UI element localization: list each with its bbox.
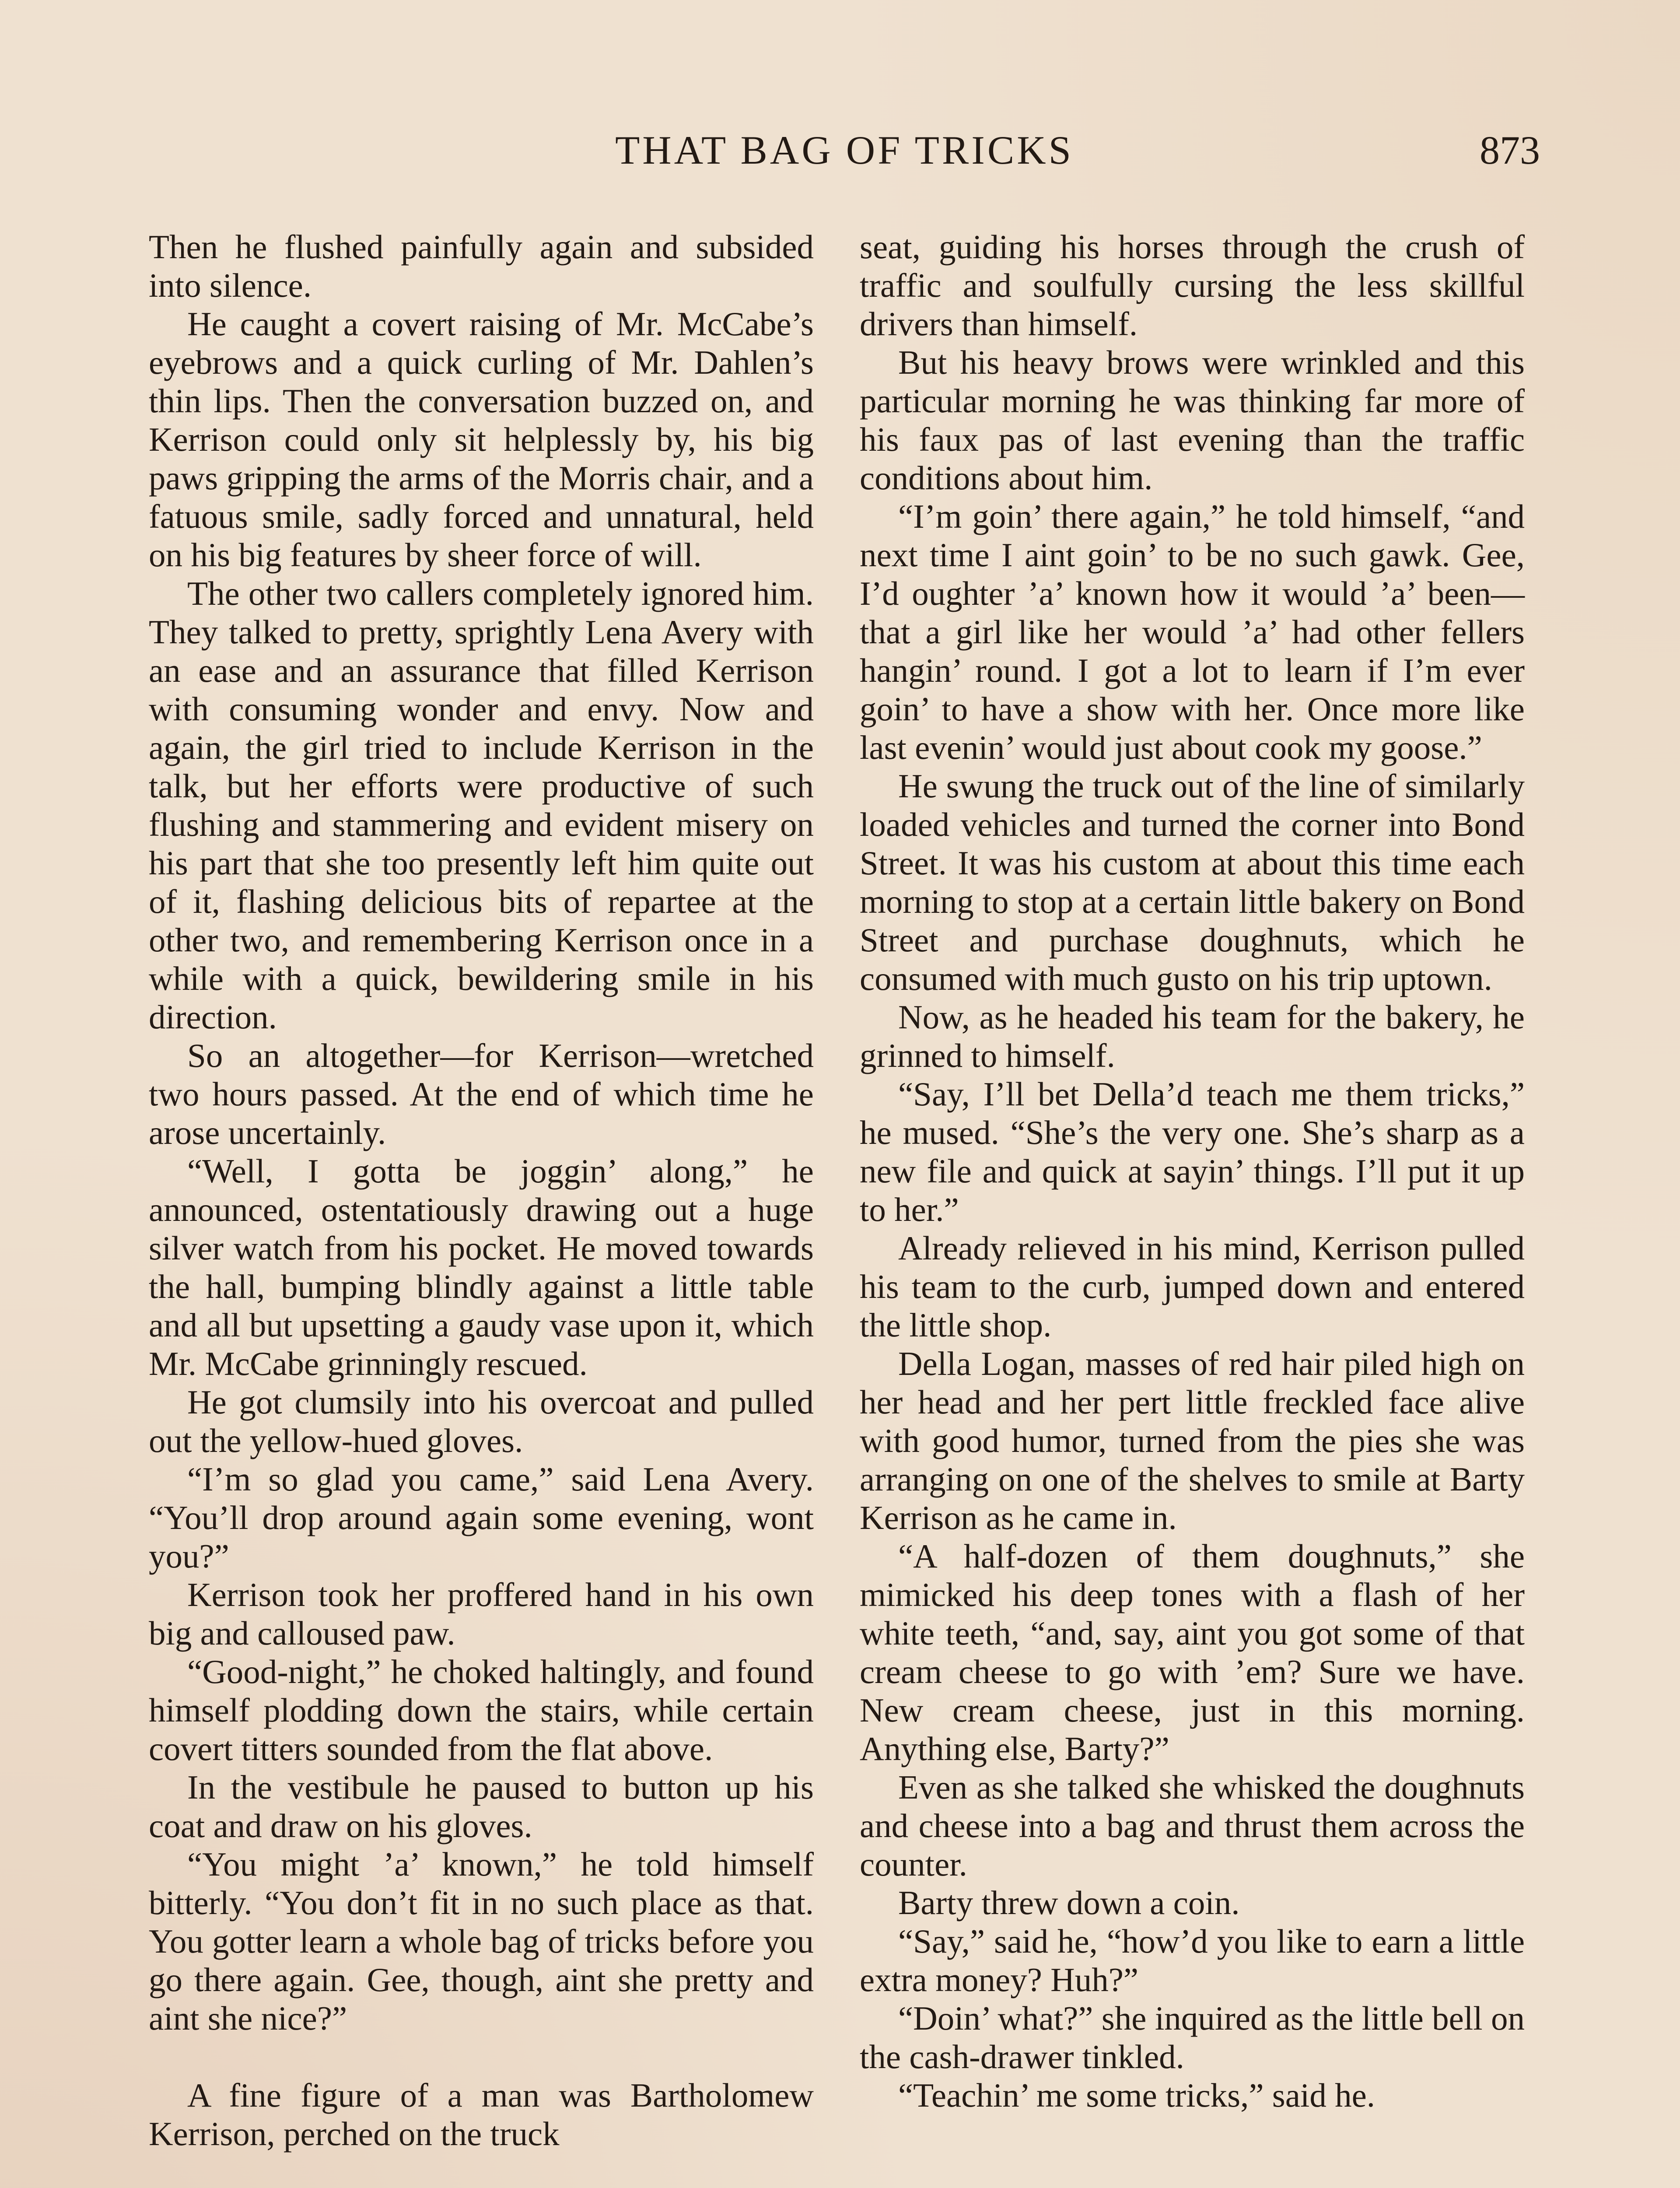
paragraph: “A half-dozen of them doughnuts,” she mimicked his deep tones with a flash of her white teeth, “and, say, aint you got some of that cream cheese to go with ’em? Sure we have. New cream cheese, just in this morning. Anything else, Barty?”: [860, 1537, 1525, 1767]
paragraph: He caught a covert raising of Mr. McCabe’s eyebrows and a quick curling of Mr. Dahlen’s thin lips. Then the conversation buzzed on, and Kerrison could only sit helplessly by, his big paws gripping the arms of the Morris chair, and a fatuous smile, sadly forced and unnatural, held on his big features by sheer force of will.: [149, 305, 814, 574]
paragraph: “I’m goin’ there again,” he told himself, “and next time I aint goin’ to be no such gawk. Gee, I’d oughter ’a’ known how it would ’a’ been—that a girl like her would ’a’ had other fellers hangin’ round. I got a lot to learn if I’m ever goin’ to have a show with her. Once more like last evenin’ would just about cook my goose.”: [860, 498, 1525, 766]
paragraph: Kerrison took her proffered hand in his own big and calloused paw.: [149, 1576, 814, 1652]
paragraph: Then he flushed painfully again and subsided into silence.: [149, 228, 814, 304]
paragraph: seat, guiding his horses through the crush of traffic and soulfully cursing the less skillful drivers than himself.: [860, 228, 1525, 343]
paragraph: He got clumsily into his overcoat and pulled out the yellow-hued gloves.: [149, 1383, 814, 1459]
paragraph: “Doin’ what?” she inquired as the little bell on the cash-drawer tinkled.: [860, 1999, 1525, 2076]
paragraph: Barty threw down a coin.: [898, 1884, 1240, 1922]
paragraph: The other two callers completely ignored him. They talked to pretty, sprightly Lena Avery with an ease and an assurance that filled Kerrison with consuming wonder and envy. Now and again, the girl tried to include Kerrison in the talk, but her efforts were productive of such flushing and stammering and evident misery on his part that she too presently left him quite out of it, flashing delicious bits of repartee at the other two, and remembering Kerrison once in a while with a quick, bewildering smile in his direction.: [149, 575, 814, 1036]
paragraph: He swung the truck out of the line of similarly loaded vehicles and turned the corner into Bond Street. It was his custom at about this time each morning to stop at a certain little bakery on Bond Street and purchase doughnuts, which he consumed with much gusto on his trip uptown.: [860, 767, 1525, 997]
paragraph: Now, as he headed his team for the bakery, he grinned to himself.: [860, 998, 1525, 1074]
paragraph: “Teachin’ me some tricks,” said he.: [898, 2076, 1375, 2114]
paragraph: “Say, I’ll bet Della’d teach me them tricks,” he mused. “She’s the very one. She’s sharp as a new file and quick at sayin’ things. I’ll put it up to her.”: [860, 1075, 1525, 1228]
paragraph: “Well, I gotta be joggin’ along,” he announced, ostentatiously drawing out a huge silver watch from his pocket. He moved towards the hall, bumping blindly against a little table and all but upsetting a gaudy vase upon it, which Mr. McCabe grinningly rescued.: [149, 1152, 814, 1382]
paragraph: Even as she talked she whisked the doughnuts and cheese into a bag and thrust them across the counter.: [860, 1768, 1525, 1883]
running-header: [149, 127, 1540, 184]
left-column: [149, 228, 814, 2153]
paragraph: “Good-night,” he choked haltingly, and found himself plodding down the stairs, while certain covert titters sounded from the flat above.: [149, 1653, 814, 1767]
paragraph: “I’m so glad you came,” said Lena Avery. “You’ll drop around again some evening, wont you?”: [149, 1460, 814, 1575]
page-number: 873: [1480, 128, 1540, 172]
running-title: THAT BAG OF TRICKS: [615, 128, 1074, 172]
paragraph: Della Logan, masses of red hair piled high on her head and her pert little freckled face alive with good humor, turned from the pies she was arranging on one of the shelves to smile at Barty Kerrison as he came in.: [860, 1345, 1525, 1536]
paragraph: So an altogether—for Kerrison—wretched two hours passed. At the end of which time he arose uncertainly.: [149, 1037, 814, 1151]
paragraph: “Say,” said he, “how’d you like to earn a little extra money? Huh?”: [860, 1922, 1525, 1999]
paragraph: Already relieved in his mind, Kerrison pulled his team to the curb, jumped down and entered the little shop.: [860, 1229, 1525, 1344]
paragraph: But his heavy brows were wrinkled and this particular morning he was thinking far more of his faux pas of last evening than the traffic conditions about him.: [860, 344, 1525, 497]
right-column: [860, 228, 1525, 2114]
paragraph: “You might ’a’ known,” he told himself bitterly. “You don’t fit in no such place as that. You gotter learn a whole bag of tricks before you go there again. Gee, though, aint she pretty and aint she nice?”: [149, 1845, 814, 2037]
paragraph: A fine figure of a man was Bartholomew Kerrison, perched on the truck: [149, 2076, 814, 2153]
paragraph: In the vestibule he paused to button up his coat and draw on his gloves.: [149, 1768, 814, 1844]
